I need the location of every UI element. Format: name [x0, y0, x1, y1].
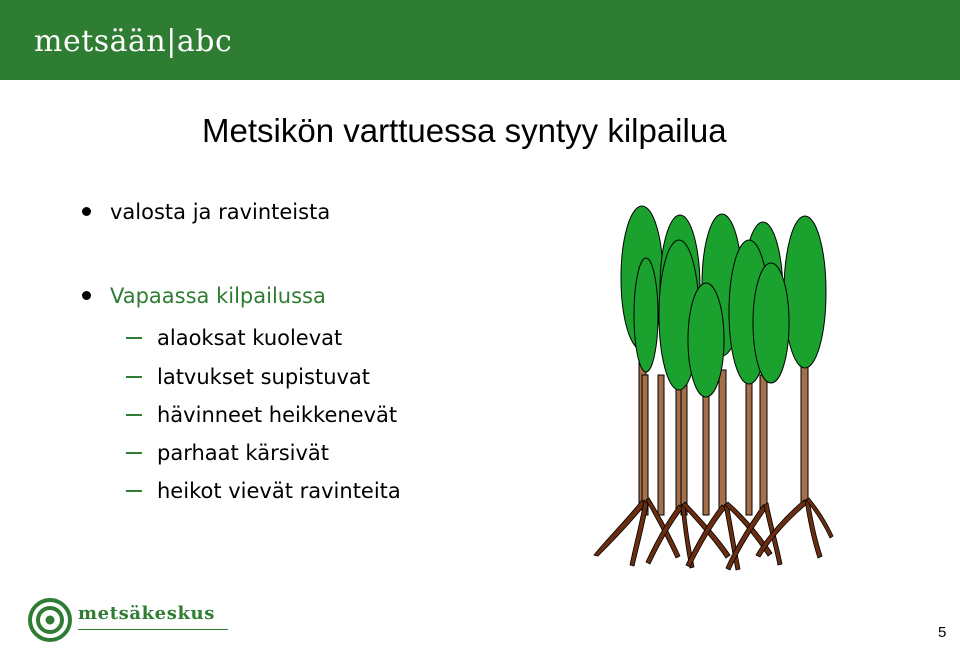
bullet-dot-icon [82, 291, 91, 300]
sub-bullet-2 [126, 365, 370, 389]
bullet-2 [82, 284, 326, 308]
footer-logo-icon [28, 596, 74, 644]
sub-bullet-2-text: latvukset supistuvat [157, 365, 371, 389]
bullet-dot-icon [82, 207, 91, 216]
dash-icon [126, 376, 142, 378]
dash-icon [126, 337, 142, 339]
header-logo: metsään|abc [34, 24, 233, 59]
sub-bullet-5-text: heikot vievät ravinteita [157, 479, 401, 503]
bullet-1 [82, 200, 330, 224]
header-bar [0, 0, 960, 80]
footer-logo-text: metsäkeskus [78, 603, 215, 624]
dash-icon [126, 490, 142, 492]
dash-icon [126, 414, 142, 416]
dash-icon [126, 452, 142, 454]
sub-bullet-3-text: hävinneet heikkenevät [157, 403, 398, 427]
tree-stand-icon [586, 200, 836, 580]
sub-bullet-1-text: alaoksat kuolevat [157, 326, 343, 350]
bullet-2-text: Vapaassa kilpailussa [110, 284, 326, 308]
sub-bullet-4 [126, 441, 329, 465]
slide-title: Metsikön varttuessa syntyy kilpailua [202, 112, 727, 149]
sub-bullet-1 [126, 326, 342, 350]
sub-bullet-3 [126, 403, 397, 427]
bullet-1-text: valosta ja ravinteista [110, 200, 331, 224]
sub-bullet-5 [126, 479, 401, 503]
footer-logo-underline [78, 629, 228, 630]
sub-bullet-4-text: parhaat kärsivät [157, 441, 330, 465]
page-number: 5 [938, 624, 947, 641]
footer-logo [28, 596, 228, 644]
